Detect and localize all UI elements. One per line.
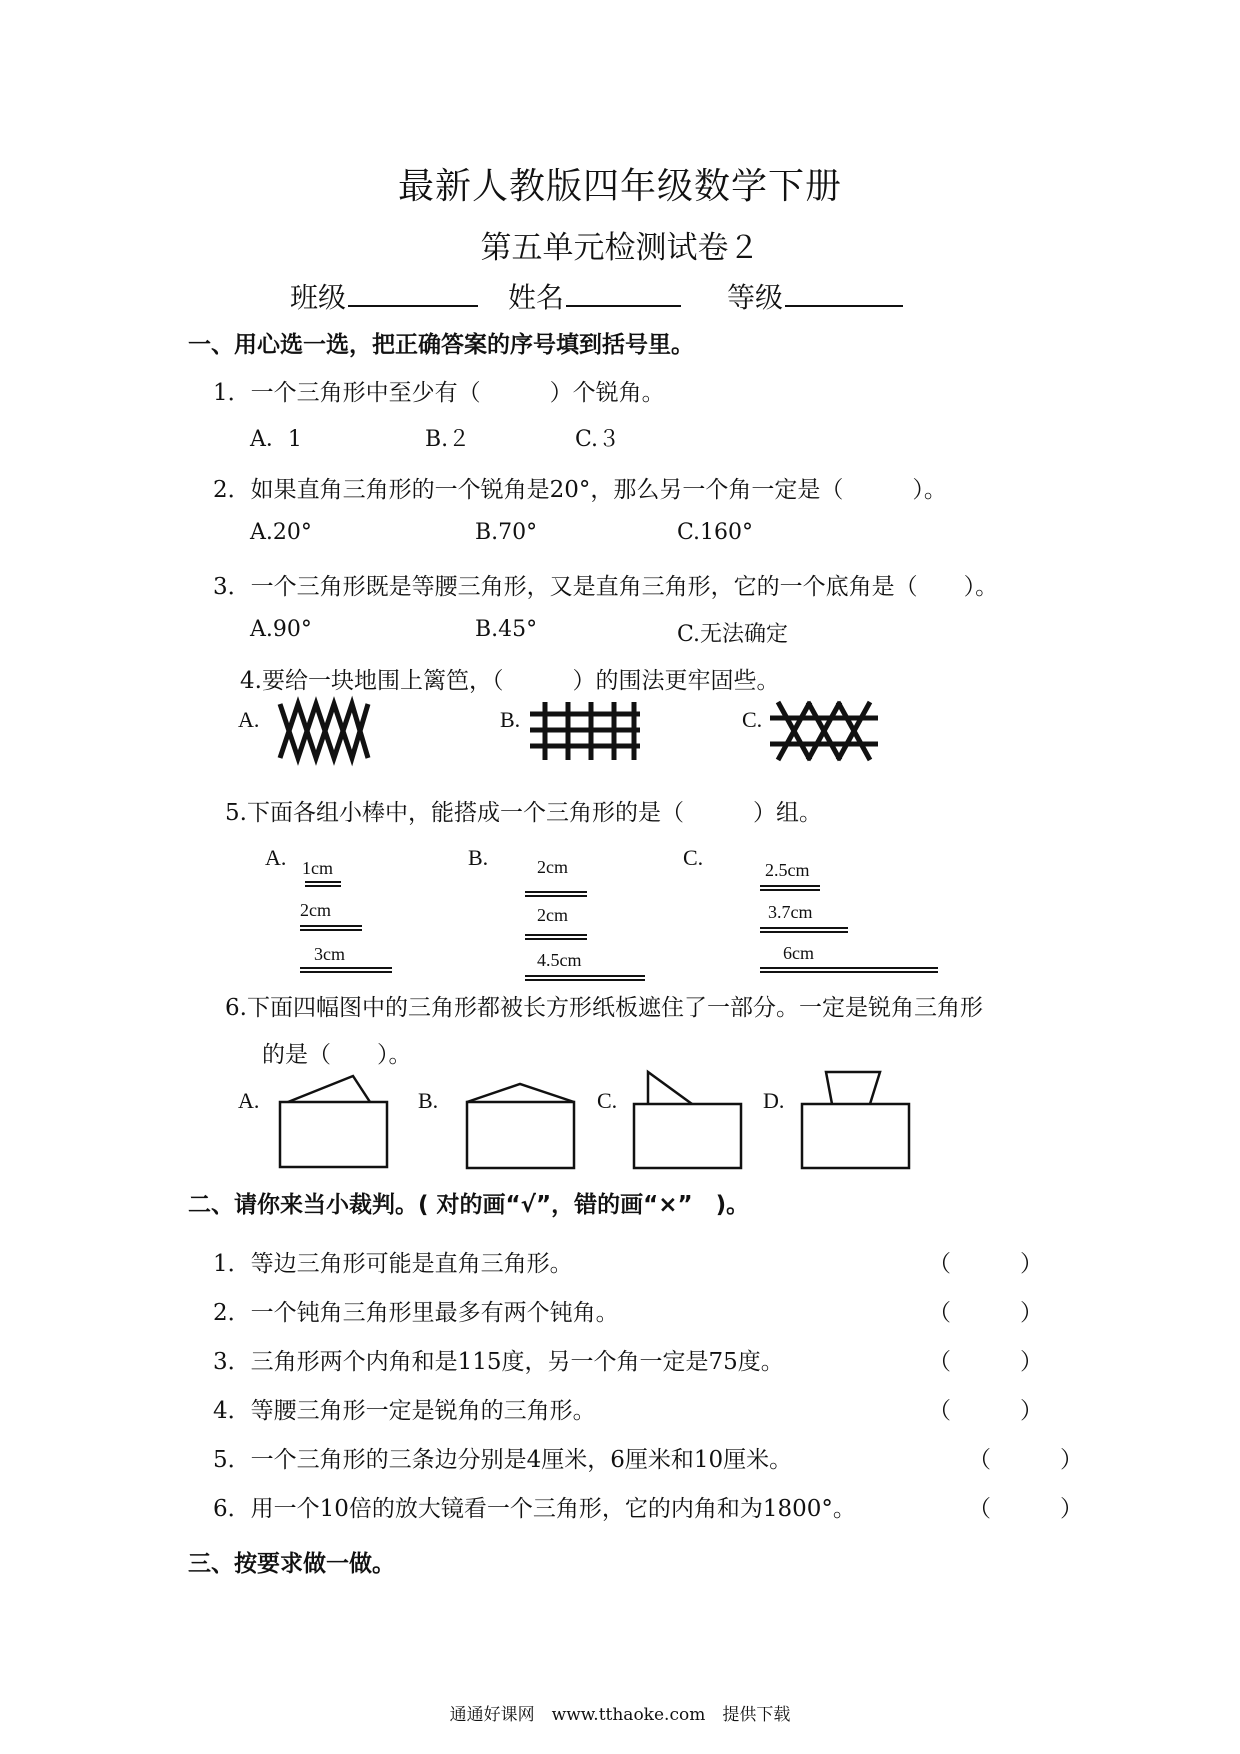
stick-a1: [305, 880, 341, 888]
stick-c3-label: 6cm: [783, 943, 814, 963]
stick-a1-label: 1cm: [302, 858, 333, 878]
q2-option-b[interactable]: B.70°: [475, 520, 538, 545]
class-blank[interactable]: [348, 279, 478, 307]
question-6: 6.下面四幅图中的三角形都被长方形纸板遮住了一部分。一定是锐角三角形: [225, 995, 983, 1021]
stick-a3: [300, 966, 392, 974]
stick-b1-label: 2cm: [537, 857, 568, 877]
q1-option-c[interactable]: C.３: [575, 427, 621, 452]
q3-option-a[interactable]: A.90°: [250, 617, 312, 642]
judge-item-4: 4．等腰三角形一定是锐角的三角形。: [213, 1398, 596, 1424]
question-6-cont: 的是（ ）。: [262, 1042, 412, 1068]
q2-option-c[interactable]: C.160°: [677, 520, 754, 545]
footer-source: 通通好课网 www.tthaoke.com 提供下载: [449, 1705, 791, 1725]
triangle-figure-d: [800, 1068, 912, 1170]
page-subtitle: 第五单元检测试卷２: [480, 230, 760, 266]
stick-c3: [760, 966, 938, 974]
section3-heading: 三、按要求做一做。: [188, 1551, 395, 1577]
question-5: 5.下面各组小棒中，能搭成一个三角形的是（ ）组。: [225, 800, 822, 826]
fence-cross-figure: [770, 700, 878, 762]
class-field: [290, 276, 478, 316]
triangle-figure-c: [632, 1068, 744, 1170]
stick-b2: [525, 933, 587, 941]
q5-label-c[interactable]: C.: [683, 845, 704, 870]
stick-c1: [760, 884, 820, 892]
stick-b3: [525, 974, 645, 982]
q4-label-a[interactable]: A.: [238, 707, 260, 732]
page-title: 最新人教版四年级数学下册: [397, 166, 842, 207]
question-2: 2．如果直角三角形的一个锐角是20°，那么另一个角一定是（ ）。: [213, 477, 947, 503]
judge-item-3: 3．三角形两个内角和是115度，另一个角一定是75度。: [213, 1349, 784, 1375]
q5-label-a[interactable]: A.: [265, 845, 287, 870]
q1-option-b[interactable]: B.２: [425, 427, 471, 452]
class-label: 班级: [290, 281, 347, 314]
q6-label-b[interactable]: B.: [418, 1088, 439, 1113]
grade-field: [727, 276, 903, 316]
q3-option-b[interactable]: B.45°: [475, 617, 538, 642]
stick-c2: [760, 926, 848, 934]
q1-option-a[interactable]: A．1: [250, 427, 302, 452]
judge-item-2: 2．一个钝角三角形里最多有两个钝角。: [213, 1300, 619, 1326]
q4-label-b[interactable]: B.: [500, 707, 521, 732]
fence-grid-figure: [530, 700, 640, 762]
q5-label-b[interactable]: B.: [468, 845, 489, 870]
stick-c1-label: 2.5cm: [765, 860, 810, 880]
stick-b1: [525, 890, 587, 898]
judge-answer-1[interactable]: （ ）: [928, 1251, 1043, 1277]
name-label: 姓名: [508, 281, 565, 314]
question-3: 3．一个三角形既是等腰三角形，又是直角三角形，它的一个底角是（ ）。: [213, 574, 999, 600]
q2-option-a[interactable]: A.20°: [250, 520, 312, 545]
stick-a2-label: 2cm: [300, 900, 331, 920]
grade-blank[interactable]: [785, 279, 903, 307]
triangle-figure-b: [465, 1080, 577, 1170]
judge-item-6: 6．用一个10倍的放大镜看一个三角形，它的内角和为1800°。: [213, 1496, 856, 1522]
judge-item-5: 5．一个三角形的三条边分别是4厘米，6厘米和10厘米。: [213, 1447, 793, 1473]
q4-label-c[interactable]: C.: [742, 707, 763, 732]
fence-zigzag-figure: [278, 700, 370, 762]
section2-heading: 二、请你来当小裁判。( 对的画“√”，错的画“×” )。: [188, 1192, 750, 1218]
stick-b2-label: 2cm: [537, 905, 568, 925]
question-4: 4.要给一块地围上篱笆，（ ）的围法更牢固些。: [240, 668, 780, 694]
q3-option-c[interactable]: C.无法确定: [677, 622, 789, 647]
judge-answer-2[interactable]: （ ）: [928, 1300, 1043, 1326]
question-1: 1．一个三角形中至少有（ ）个锐角。: [213, 380, 665, 406]
section1-heading: 一、用心选一选，把正确答案的序号填到括号里。: [188, 332, 694, 358]
judge-answer-3[interactable]: （ ）: [928, 1349, 1043, 1375]
q6-label-d[interactable]: D.: [763, 1088, 785, 1113]
stick-b3-label: 4.5cm: [537, 950, 582, 970]
stick-c2-label: 3.7cm: [768, 902, 813, 922]
name-field: [508, 276, 681, 316]
judge-answer-4[interactable]: （ ）: [928, 1398, 1043, 1424]
judge-answer-5[interactable]: （ ）: [968, 1447, 1083, 1473]
triangle-figure-a: [278, 1070, 390, 1170]
q6-label-c[interactable]: C.: [597, 1088, 618, 1113]
q6-label-a[interactable]: A.: [238, 1088, 260, 1113]
stick-a3-label: 3cm: [314, 944, 345, 964]
judge-answer-6[interactable]: （ ）: [968, 1496, 1083, 1522]
judge-item-1: 1．等边三角形可能是直角三角形。: [213, 1251, 573, 1277]
stick-a2: [300, 924, 362, 932]
grade-label: 等级: [727, 281, 784, 314]
name-blank[interactable]: [566, 279, 681, 307]
